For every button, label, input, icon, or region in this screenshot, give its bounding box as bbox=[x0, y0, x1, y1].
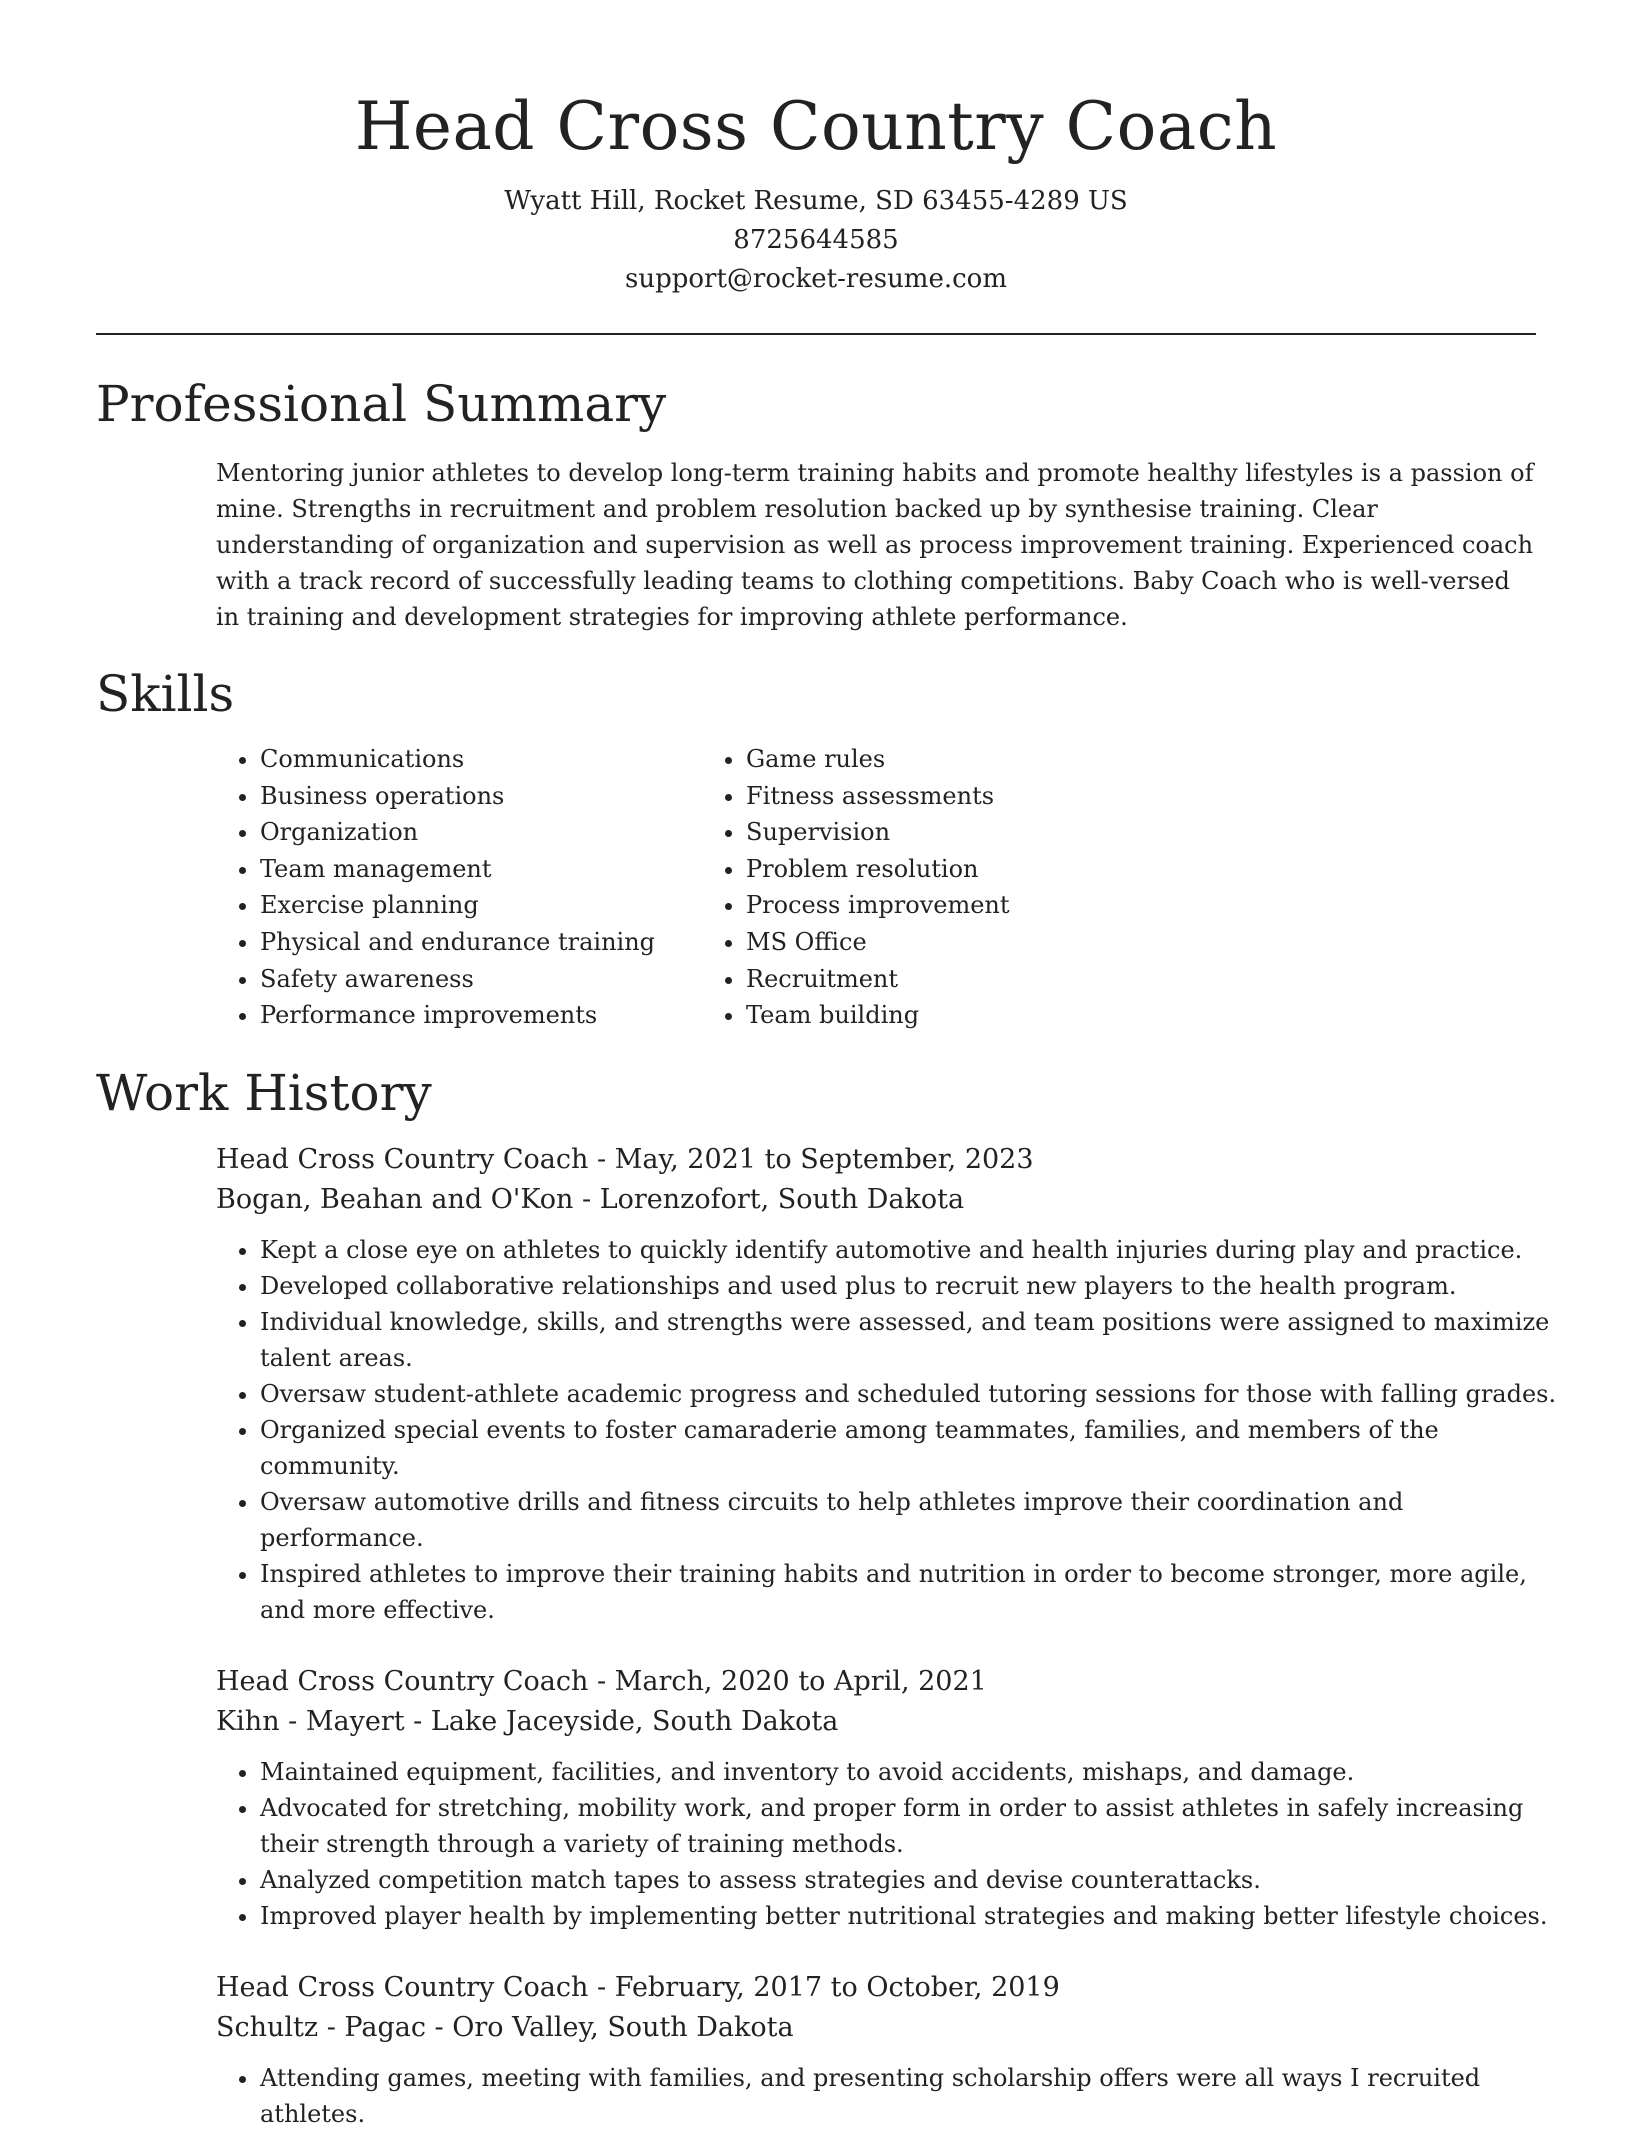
skill-item: • Team building bbox=[746, 997, 1396, 1034]
job-bullet: • Developed collaborative relationships and used plus to recruit new players to the health program. bbox=[260, 1268, 1560, 1304]
job-bullet: • Organized special events to foster camaraderie among teammates, families, and members of the community. bbox=[260, 1412, 1560, 1484]
job-bullet: • Analyzed competition match tapes to assess strategies and devise counterattacks. bbox=[260, 1862, 1560, 1898]
resume-title: Head Cross Country Coach bbox=[354, 88, 1278, 165]
job-bullet: • Oversaw student-athlete academic progress and scheduled tutoring sessions for those with falling grades. bbox=[260, 1376, 1560, 1412]
job-bullets bbox=[216, 1754, 1560, 1934]
job-company-line: Kihn - Mayert - Lake Jaceyside, South Dakota bbox=[216, 1705, 839, 1737]
skills-section bbox=[96, 661, 1536, 1034]
skill-item: • Supervision bbox=[746, 814, 1396, 851]
contact-phone: 8725644585 bbox=[733, 225, 899, 255]
resume-header bbox=[96, 0, 1536, 299]
skill-item: • Physical and endurance training bbox=[260, 924, 746, 961]
job-bullet: • Improved player health by implementing better nutritional strategies and making better lifestyle choices. bbox=[260, 1898, 1560, 1934]
skill-item: • Organization bbox=[260, 814, 746, 851]
skill-item: • Recruitment bbox=[746, 961, 1396, 998]
skills-list-left bbox=[96, 741, 746, 1034]
job-title-line: Head Cross Country Coach - March, 2020 to April, 2021 bbox=[216, 1665, 987, 1697]
job-entry bbox=[216, 1968, 1536, 2132]
skills-column-left bbox=[96, 741, 746, 1034]
job-entry bbox=[216, 1662, 1548, 1934]
job-bullet: • Maintained equipment, facilities, and inventory to avoid accidents, mishaps, and damage. bbox=[260, 1754, 1560, 1790]
summary-text: Mentoring junior athletes to develop long-term training habits and promote healthy lifestyles is a passion of mine. Strengths in recruitment and problem resolution backed up by synthesise training. Clear understanding of organization and supervision as well as process improvement training. Experienced coach with a track record of successfully leading teams to clothing competitions. Baby Coach who is well-versed in training and development strategies for improving athlete performance. bbox=[216, 459, 1534, 631]
work-history-section bbox=[96, 1060, 1557, 2132]
resume-page bbox=[96, 0, 1557, 2132]
skill-item: • Game rules bbox=[746, 741, 1396, 778]
job-company-line: Bogan, Beahan and O'Kon - Lorenzofort, South Dakota bbox=[216, 1183, 965, 1215]
skill-item: • Safety awareness bbox=[260, 961, 746, 998]
job-bullet: • Individual knowledge, skills, and strengths were assessed, and team positions were assigned to maximize talent areas. bbox=[260, 1304, 1560, 1376]
professional-summary-section bbox=[96, 371, 1536, 635]
skill-item: • Process improvement bbox=[746, 887, 1396, 924]
job-bullet: • Oversaw automotive drills and fitness circuits to help athletes improve their coordination and performance. bbox=[260, 1484, 1560, 1556]
skill-item: • Exercise planning bbox=[260, 887, 746, 924]
header-divider bbox=[96, 333, 1536, 335]
job-bullet: • Advocated for stretching, mobility work, and proper form in order to assist athletes in safely increasing their strength through a variety of training methods. bbox=[260, 1790, 1560, 1862]
job-company-line: Schultz - Pagac - Oro Valley, South Dakota bbox=[216, 2011, 794, 2043]
skill-item: • Communications bbox=[260, 741, 746, 778]
skill-item: • Business operations bbox=[260, 778, 746, 815]
skill-item: • Fitness assessments bbox=[746, 778, 1396, 815]
skill-item: • MS Office bbox=[746, 924, 1396, 961]
job-entry bbox=[216, 1140, 1557, 1628]
skill-item: • Performance improvements bbox=[260, 997, 746, 1034]
job-bullets bbox=[216, 2060, 1560, 2132]
contact-block bbox=[96, 182, 1536, 299]
skills-list-right bbox=[746, 741, 1396, 1034]
job-bullet: • Attending games, meeting with families, and presenting scholarship offers were all ways I recruited athletes. bbox=[260, 2060, 1560, 2132]
job-bullets bbox=[216, 1232, 1560, 1628]
job-title-line: Head Cross Country Coach - May, 2021 to September, 2023 bbox=[216, 1143, 1034, 1175]
skills-column-right bbox=[746, 741, 1396, 1034]
work-history-heading: Work History bbox=[96, 1063, 432, 1122]
job-title-line: Head Cross Country Coach - February, 2017 to October, 2019 bbox=[216, 1971, 1060, 2003]
skill-item: • Problem resolution bbox=[746, 851, 1396, 888]
contact-email: support@rocket-resume.com bbox=[624, 264, 1007, 294]
skills-heading: Skills bbox=[96, 665, 235, 723]
skills-columns bbox=[96, 741, 1536, 1034]
skill-item: • Team management bbox=[260, 851, 746, 888]
contact-address: Wyatt Hill, Rocket Resume, SD 63455-4289 US bbox=[504, 186, 1128, 216]
job-bullet: • Kept a close eye on athletes to quickly identify automotive and health injuries during play and practice. bbox=[260, 1232, 1560, 1268]
job-bullet: • Inspired athletes to improve their training habits and nutrition in order to become stronger, more agile, and more effective. bbox=[260, 1556, 1560, 1628]
summary-heading: Professional Summary bbox=[96, 375, 667, 433]
